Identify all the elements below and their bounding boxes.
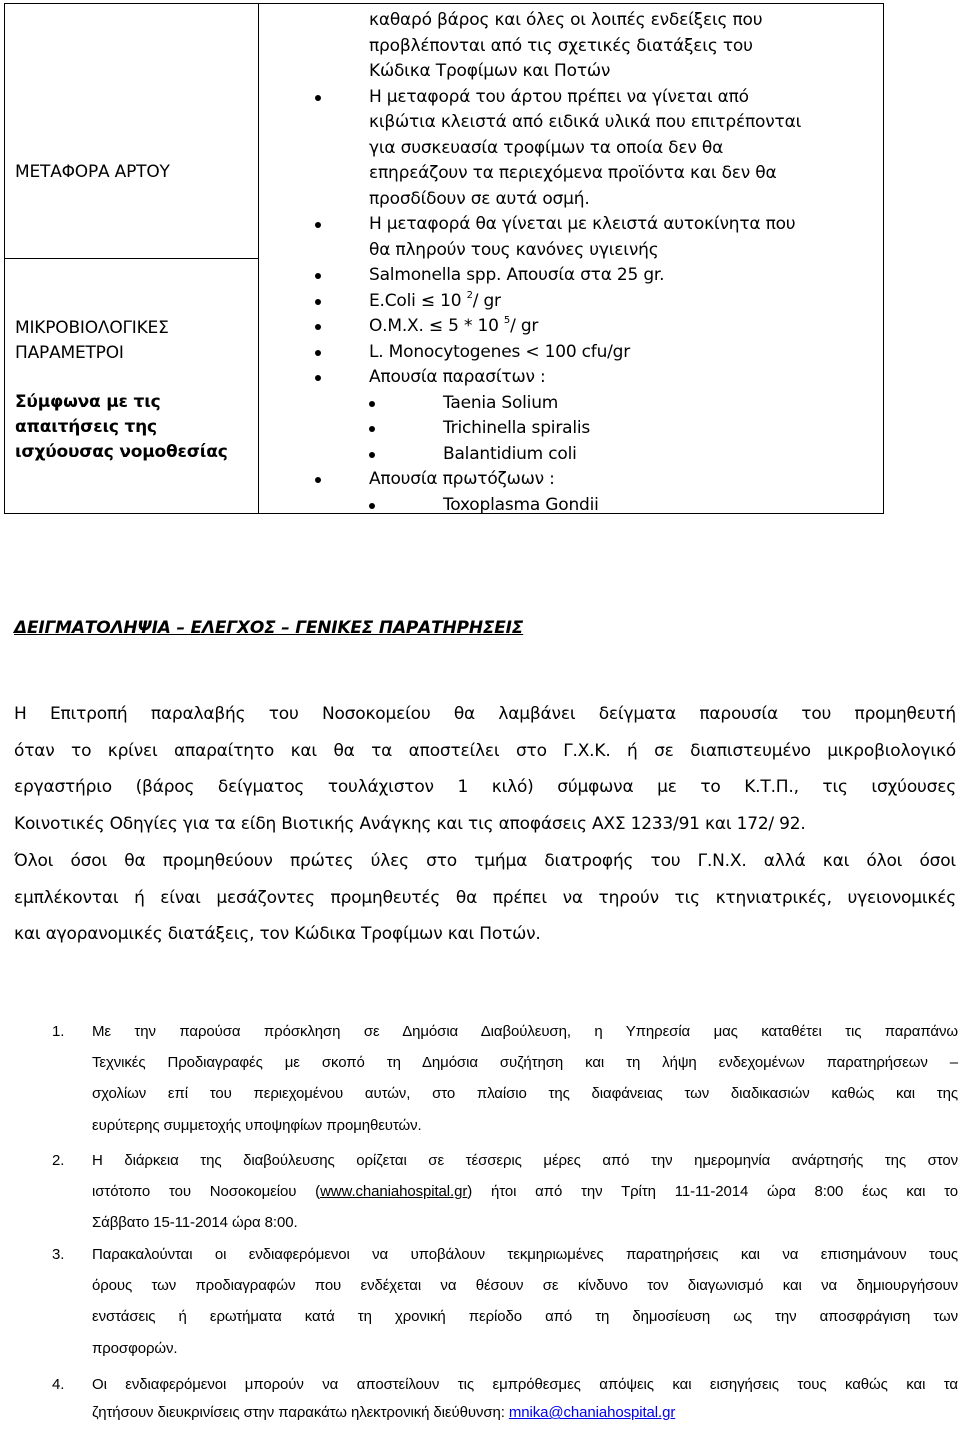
- bullet-icon: [369, 426, 375, 432]
- transport-bullet2-line2: θα πληρούν τους κανόνες υγιεινής: [369, 239, 659, 260]
- parasites-label: Απουσία παρασίτων :: [369, 367, 546, 387]
- paragraph-line: εμπλέκονται ή είναι μεσάζοντες προμηθευτές θα πρέπει να τηρούν τις κτηνιατρικές, υγειονομικές: [14, 887, 956, 908]
- micro-label-line1: ΜΙΚΡΟΒΙΟΛΟΓΙΚΕΣ: [15, 318, 169, 338]
- transport-intro-line1: καθαρό βάρος και όλες οι λοιπές ενδείξεις που: [369, 10, 763, 30]
- item-text: ζητήσουν διευκρινίσεις στην παρακάτω ηλεκτρονική διεύθυνση:: [92, 1404, 509, 1422]
- bullet-icon: [315, 350, 321, 356]
- requirements-line1: Σύμφωνα με τις: [15, 392, 161, 412]
- item-line: σχολίων επί του περιεχομένου αυτών, στο πλαίσιο της διαφάνειας των διαδικασιών καθώς και της: [92, 1085, 958, 1103]
- paragraph-suppliers: [14, 843, 956, 953]
- item-line: Σάββατο 15-11-2014 ώρα 8:00.: [92, 1214, 298, 1232]
- requirements-line3: ισχύουσας νομοθεσίας: [15, 442, 228, 462]
- parasite-3: Balantidium coli: [443, 443, 577, 464]
- bullet-icon: [315, 477, 321, 483]
- ecoli-suffix: / gr: [472, 290, 501, 311]
- bullet-icon: [315, 222, 321, 228]
- transport-bullet1-line5: προσδίδουν σε αυτά οσμή.: [369, 188, 590, 209]
- bullet-icon: [315, 375, 321, 381]
- requirements-line2: απαιτήσεις της: [15, 417, 157, 437]
- transport-bullet1-line2: κιβώτια κλειστά από ειδικά υλικά που επιτρέπονται: [369, 112, 802, 132]
- transport-bullet2-line1: Η μεταφορά θα γίνεται με κλειστά αυτοκίνητα που: [369, 214, 796, 234]
- paragraph-line: εργαστήριο (βάρος δείγματος τουλάχιστον 1 κιλό) σύμφωνα με το Κ.Τ.Π., τις ισχύουσες: [14, 777, 956, 798]
- transport-bullet1-line3: για συσκευασία τροφίμων τα οποία δεν θα: [369, 137, 724, 158]
- parasite-2: Trichinella spiralis: [443, 418, 591, 438]
- transport-label: ΜΕΤΑΦΟΡΑ ΑΡΤΟΥ: [15, 162, 170, 182]
- transport-bullet1-line1: Η μεταφορά του άρτου πρέπει να γίνεται από: [369, 86, 749, 107]
- hospital-website-link[interactable]: www.chaniahospital.gr: [320, 1183, 468, 1201]
- email-link[interactable]: mnika@chaniahospital.gr: [508, 1404, 676, 1422]
- item-line-with-link: [92, 1176, 958, 1207]
- bullet-icon: [315, 299, 321, 305]
- ecoli-exponent: 2: [466, 289, 473, 301]
- item-line: ευρύτερης συμμετοχής υποψηφίων προμηθευτών.: [92, 1116, 422, 1134]
- item-number: 1.: [52, 1023, 65, 1040]
- omx-prefix: Ο.Μ.Χ. ≤ 5 * 10: [369, 316, 504, 336]
- item-number: 3.: [52, 1246, 65, 1263]
- micro-label-line2: ΠΑΡΑΜΕΤΡΟΙ: [15, 343, 124, 363]
- item-line: Οι ενδιαφερόμενοι μπορούν να αποστείλουν τις εμπρόθεσμες απόψεις και εισηγήσεις τους καθώς και τα: [92, 1376, 958, 1393]
- protozoa-1: Toxoplasma Gondii: [443, 494, 599, 515]
- item-line: Η διάρκεια της διαβούλευσης ορίζεται σε τέσσερις μέρες από την ημερομηνία ανάρτησής της στον: [92, 1152, 958, 1169]
- parasite-1: Taenia Solium: [443, 392, 559, 413]
- item-line: προσφορών.: [92, 1339, 178, 1357]
- paragraph-line: Όλοι όσοι θα προμηθεύουν πρώτες ύλες στο τμήμα διατροφής του Γ.Ν.Χ. αλλά και όλοι όσοι: [14, 851, 956, 871]
- paragraph-sampling: [14, 696, 956, 842]
- item-line: Με την παρούσα πρόσκληση σε Δημόσια Διαβούλευση, η Υπηρεσία μας καταθέτει τις παραπάνω: [92, 1023, 958, 1040]
- item-line: ενστάσεις ή ερωτήματα κατά τη χρονική περίοδο από τη δημοσίευση ως την αποσφράγιση των: [92, 1308, 958, 1326]
- item-line-with-email: [92, 1400, 958, 1426]
- item-text: ιστότοπο του Νοσοκομείου (: [92, 1183, 321, 1201]
- ecoli-text: [369, 289, 501, 315]
- listeria-text: L. Monocytogenes < 100 cfu/gr: [369, 341, 631, 362]
- transport-bullet1-line4: επηρεάζουν τα περιεχόμενα προϊόντα και δεν θα: [369, 163, 777, 183]
- ecoli-prefix: E.Coli ≤ 10: [369, 290, 467, 311]
- omx-text: [369, 314, 538, 340]
- bullet-icon: [369, 503, 375, 509]
- transport-intro-line2: προβλέπονται από τις σχετικές διατάξεις του: [369, 35, 753, 56]
- protozoa-label: Απουσία πρωτόζωων :: [369, 469, 555, 489]
- bullet-icon: [369, 401, 375, 407]
- bullet-icon: [315, 273, 321, 279]
- paragraph-line: όταν το κρίνει απαραίτητο και θα τα αποστείλει στο Γ.Χ.Κ. ή σε διαπιστευμένο μικροβιολογικό: [14, 740, 956, 761]
- item-number: 2.: [52, 1152, 65, 1169]
- transport-intro-line3: Κώδικα Τροφίμων και Ποτών: [369, 61, 611, 81]
- table-divider-horizontal: [5, 258, 258, 259]
- bullet-icon: [315, 324, 321, 330]
- paragraph-line: Κοινοτικές Οδηγίες για τα είδη Βιοτικής Ανάγκης και τις αποφάσεις ΑΧΣ 1233/91 και 172/ 92.: [14, 813, 806, 834]
- bullet-icon: [315, 95, 321, 101]
- item-text: ) ήτοι από την Τρίτη 11-11-2014 ώρα 8:00 έως και το: [467, 1183, 958, 1201]
- item-line: Παρακαλούνται οι ενδιαφερόμενοι να υποβάλουν τεκμηριωμένες παρατηρήσεις και να επισημάνουν τους: [92, 1246, 958, 1263]
- bullet-icon: [369, 452, 375, 458]
- omx-suffix: / gr: [510, 316, 539, 336]
- item-line: όρους των προδιαγραφών που ενδέχεται να θέσουν σε κίνδυνο τον διαγωνισμό και να δημιουργήσουν: [92, 1277, 958, 1295]
- item-number: 4.: [52, 1376, 65, 1393]
- salmonella-text: Salmonella spp. Απουσία στα 25 gr.: [369, 265, 665, 285]
- table-divider-vertical: [258, 4, 259, 513]
- omx-exponent: 5: [503, 315, 511, 327]
- item-line: Τεχνικές Προδιαγραφές με σκοπό τη Δημόσια συζήτηση και τη λήψη ενδεχομένων παρατηρήσεων –: [92, 1054, 958, 1072]
- paragraph-line: και αγορανομικές διατάξεις, τον Κώδικα Τροφίμων και Ποτών.: [14, 924, 541, 945]
- paragraph-line: Η Επιτροπή παραλαβής του Νοσοκομείου θα λαμβάνει δείγματα παρουσία του προμηθευτή: [14, 704, 956, 724]
- section-heading: ΔΕΙΓΜΑΤΟΛΗΨΙΑ – ΕΛΕΓΧΟΣ – ΓΕΝΙΚΕΣ ΠΑΡΑΤΗΡΗΣΕΙΣ: [14, 618, 524, 638]
- spec-table: [4, 3, 884, 514]
